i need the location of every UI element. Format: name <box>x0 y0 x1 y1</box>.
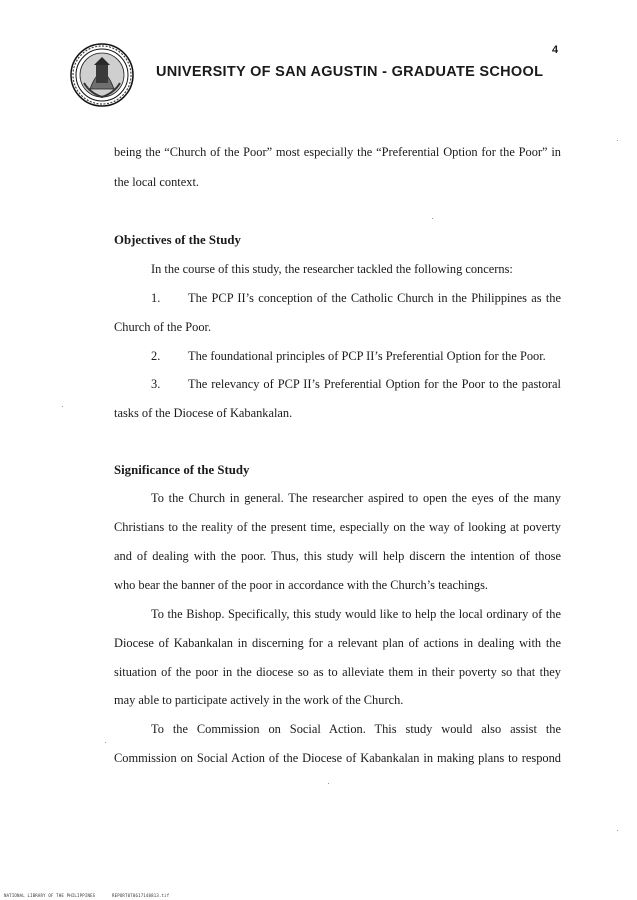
commission-line-1: To the Commission on Social Action. This study would also assist the <box>151 722 561 736</box>
objective-1-line-2: Church of the Poor. <box>114 320 212 334</box>
commission-line-2: Commission on Social Action of the Diocese of Kabankalan in making plans to respond <box>114 751 561 765</box>
scan-speck <box>617 830 618 831</box>
objective-2-line-1: The foundational principles of PCP II’s Preferential Option for the Poor. <box>188 349 546 363</box>
university-seal-icon <box>70 43 134 107</box>
footer-library-stamp: NATIONAL LIBRARY OF THE PHILIPPINES <box>4 893 96 898</box>
church-line-2: Christians to the reality of the present time, especially on the way of looking at poverty <box>114 520 561 534</box>
significance-heading: Significance of the Study <box>114 463 250 477</box>
objective-3-line-1: The relevancy of PCP II’s Preferential Option for the Poor to the pastoral <box>188 377 561 391</box>
scan-speck <box>62 406 63 407</box>
header-title: UNIVERSITY OF SAN AGUSTIN - GRADUATE SCHOOL <box>156 64 544 80</box>
intro-line-1: being the “Church of the Poor” most especially the “Preferential Option for the Poor” in <box>114 145 561 159</box>
bishop-line-2: Diocese of Kabankalan in discerning for a relevant plan of actions in dealing with the <box>114 636 561 650</box>
objectives-heading: Objectives of the Study <box>114 233 241 247</box>
objective-1-number: 1. <box>151 291 161 305</box>
intro-line-2: the local context. <box>114 175 199 189</box>
scan-speck <box>328 783 329 784</box>
scan-speck <box>617 140 618 141</box>
objective-3-number: 3. <box>151 377 161 391</box>
scan-speck <box>105 742 106 743</box>
objective-1-line-1: The PCP II’s conception of the Catholic Church in the Philippines as the <box>188 291 561 305</box>
footer-file-reference: REPORT0T0617148813.tif <box>112 893 170 898</box>
bishop-line-3: situation of the poor in the diocese so as to alleviate them in their poverty so that they <box>114 665 561 679</box>
objective-3-line-2: tasks of the Diocese of Kabankalan. <box>114 406 293 420</box>
objectives-lead: In the course of this study, the researcher tackled the following concerns: <box>151 262 513 276</box>
scan-speck <box>432 218 433 219</box>
bishop-line-1: To the Bishop. Specifically, this study would like to help the local ordinary of the <box>151 607 561 621</box>
objective-2-number: 2. <box>151 349 161 363</box>
church-line-3: and of dealing with the poor. Thus, this study will help discern the intention of those <box>114 549 561 563</box>
bishop-line-4: may able to participate actively in the work of the Church. <box>114 693 404 707</box>
church-line-4: who bear the banner of the poor in accordance with the Church’s teachings. <box>114 578 488 592</box>
page-number: 4 <box>552 44 559 56</box>
church-line-1: To the Church in general. The researcher aspired to open the eyes of the many <box>151 491 561 505</box>
